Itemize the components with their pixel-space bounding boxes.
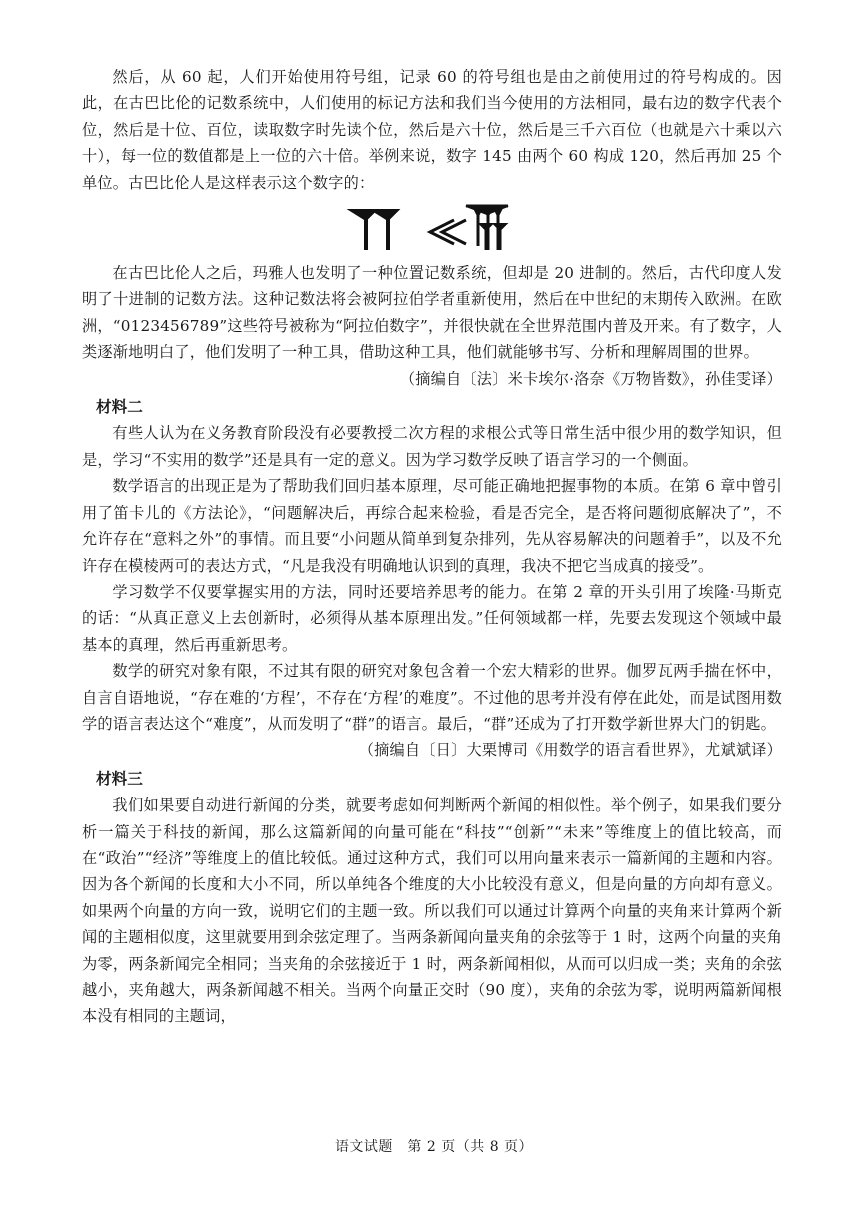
cuneiform-number-145-icon [82,200,782,260]
material2-paragraph-1: 有些人认为在义务教育阶段没有必要教授二次方程的求根公式等日常生活中很少用的数学知识，但是，学习“不实用的数学”还是具有一定的意义。因为学习数学反映了语言学习的一个侧面。 [82,424,782,469]
material1-paragraph-1: 然后，从 60 起，人们开始使用符号组，记录 60 的符号组也是由之前使用过的符号构成的。因此，在古巴比伦的记数系统中，人们使用的标记方法和我们当今使用的方法相同，最右边的数字代表个位，然后是十位、百位，读取数字时先读个位，然后是六十位，然后是三千六百位（也就是六十乘以六十），每一位的数值都是上一位的六十倍。举例来说，数字 145 由两个 60 构成 120，然后再加 25 个单位。古巴比伦人是这样表示这个数字的： [82,68,782,192]
material1-paragraph-2: 在古巴比伦人之后，玛雅人也发明了一种位置记数系统，但却是 20 进制的。然后，古代印度人发明了十进制的记数方法。这种记数法将会被阿拉伯学者重新使用，然后在中世纪的末期传入欧洲。在欧洲，“0123456789”这些符号被称为“阿拉伯数字”，并很快就在全世界范围内普及开来。有了数字，人类逐渐地明白了，他们发明了一种工具，借助这种工具，他们就能够书写、分析和理解周围的世界。 [82,264,782,362]
page-content [82,64,782,1030]
material2-paragraph-4: 数学的研究对象有限，不过其有限的研究对象包含着一个宏大精彩的世界。伽罗瓦两手揣在怀中，自言自语地说，“存在难的‘方程’，不存在‘方程’的难度”。不过他的思考并没有停在此处，而是试图用数学的语言表达这个“难度”，从而发明了“群”的语言。最后，“群”还成为了打开数学新世界大门的钥匙。 [82,662,782,733]
material3-heading: 材料三 [96,769,143,788]
material2-paragraph-2: 数学语言的出现正是为了帮助我们回归基本原理，尽可能正确地把握事物的本质。在第 6 章中曾引用了笛卡儿的《方法论》，“问题解决后，再综合起来检验，看是否完全，是否将问题彻底解决了”，不允许存在“意料之外”的事情。而且要“小问题从简单到复杂排列，先从容易解决的问题着手”，以及不允许存在模棱两可的表达方式，“凡是我没有明确地认识到的真理，我决不把它当成真的接受”。 [82,477,782,575]
material2-heading: 材料二 [96,398,143,417]
cuneiform-figure [82,196,782,260]
material1-source: （摘编自〔法〕米卡埃尔·洛奈《万物皆数》，孙佳雯译） [399,369,782,388]
material3-paragraph-1: 我们如果要自动进行新闻的分类，就要考虑如何判断两个新闻的相似性。举个例子，如果我们要分析一篇关于科技的新闻，那么这篇新闻的向量可能在“科技”“创新”“未来”等维度上的值比较高，而在“政治”“经济”等维度上的值比较低。通过这种方式，我们可以用向量来表示一篇新闻的主题和内容。因为各个新闻的长度和大小不同，所以单纯各个维度的大小比较没有意义，但是向量的方向却有意义。如果两个向量的方向一致，说明它们的主题一致。所以我们可以通过计算两个向量的夹角来计算两个新闻的主题相似度，这里就要用到余弦定理了。当两条新闻向量夹角的余弦等于 1 时，这两个向量的夹角为零，两条新闻完全相同；当夹角的余弦接近于 1 时，两条新闻相似，从而可以归成一类；夹角的余弦越小，夹角越大，两条新闻越不相关。当两个向量正交时（90 度），夹角的余弦为零，说明两篇新闻根本没有相同的主题词， [82,796,782,1026]
material2-paragraph-3: 学习数学不仅要掌握实用的方法，同时还要培养思考的能力。在第 2 章的开头引用了埃隆·马斯克的话：“从真正意义上去创新时，必须得从基本原理出发。”任何领域都一样，先要去发现这个领域中最基本的真理，然后再重新思考。 [82,582,782,654]
page-footer: 语文试题 第 2 页（共 8 页） [334,1139,534,1155]
material2-source: （摘编自〔日〕大栗博司《用数学的语言看世界》，尤斌斌译） [358,741,782,760]
